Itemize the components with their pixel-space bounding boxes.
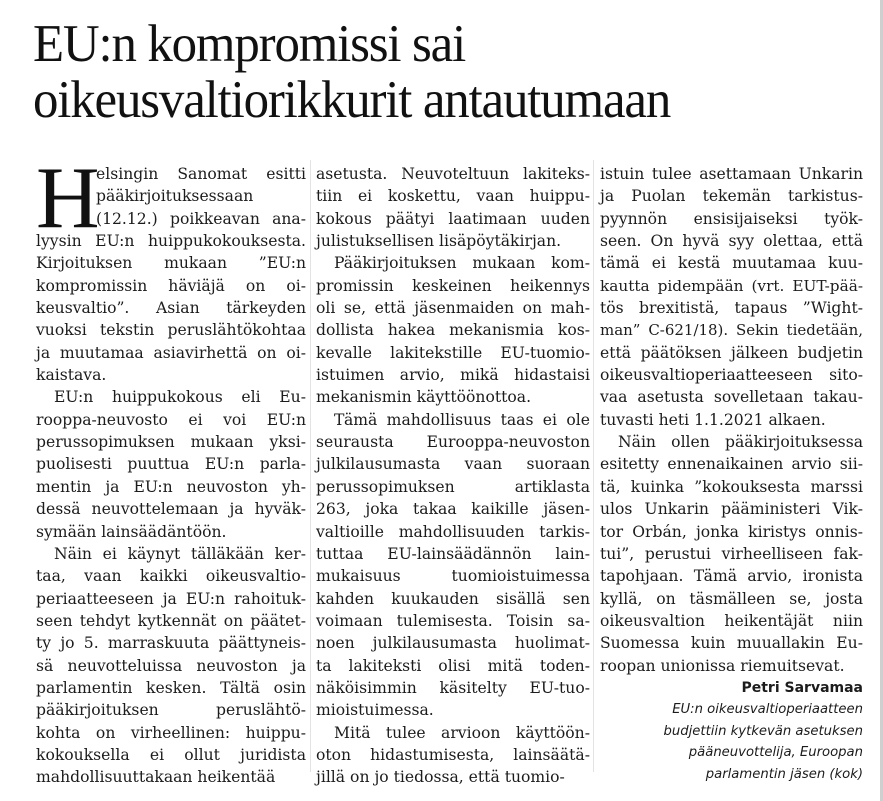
article-line: rooppa-neuvosto ei voi EU:n bbox=[36, 410, 306, 429]
article-line: julkilausumasta vaan suoraan bbox=[316, 455, 590, 474]
article-line: man” C-621/18). Sekin tiedetään, bbox=[600, 321, 863, 340]
article-line: kahden kuukauden sisällä sen bbox=[316, 589, 590, 608]
article-line: tapohjaan. Tämä arvio, ironista bbox=[600, 567, 863, 586]
column-divider bbox=[310, 160, 311, 772]
article-line: esitetty ennenaikainen arvio sii- bbox=[600, 455, 863, 474]
article-line: perussopimuksen artiklasta bbox=[316, 477, 590, 496]
column-divider bbox=[593, 160, 594, 772]
author-name: Petri Sarvamaa bbox=[741, 679, 863, 696]
article-column-1 bbox=[36, 150, 306, 789]
article-line: Suomessa kuin muuallakin Eu- bbox=[600, 634, 863, 653]
article-line: tor Orbán, jonka kiristys onnis- bbox=[600, 522, 863, 541]
article-line: valtioille mahdollisuuden tarkis- bbox=[316, 522, 590, 541]
article-line: dessä neuvottelemaan ja hyväk- bbox=[36, 500, 306, 519]
article-line: roopan unionissa riemuitsevat. bbox=[600, 656, 845, 675]
article-line: voimaan tulemisesta. Toisin sa- bbox=[316, 611, 590, 630]
article-column-2 bbox=[316, 163, 590, 789]
article-line: kohta on virheellinen: huippu- bbox=[36, 723, 306, 742]
headline-line: EU:n kompromissi sai bbox=[33, 15, 466, 73]
article-line: ja Puolan tekemän tarkistus- bbox=[600, 187, 863, 206]
article-line: että päätöksen jälkeen budjetin bbox=[600, 343, 863, 362]
article-line: taa, vaan kaikki oikeusvaltio- bbox=[36, 567, 306, 586]
article-line: tuttaa EU-lainsäädännön lain- bbox=[316, 544, 590, 563]
article-line: tös brexitistä, tapaus ”Wight- bbox=[600, 299, 863, 318]
article-line: noen julkilausumasta huolimat- bbox=[316, 634, 590, 653]
article-line: mentin ja EU:n neuvoston yh- bbox=[36, 477, 306, 496]
article-line: keusvaltio”. Asian tärkeyden bbox=[36, 299, 306, 318]
article-line: tiin ei koskettu, vaan huippu- bbox=[316, 187, 590, 206]
article-line: tä, kuinka ”kokouksesta marssi bbox=[600, 477, 863, 496]
article-line: kokous päätyi laatimaan uuden bbox=[316, 209, 590, 228]
article-line: parlamentin kesken. Tältä osin bbox=[36, 678, 306, 697]
article-line: istuimen arvio, mikä hidastaisi bbox=[316, 366, 590, 385]
article-line: istuin tulee asettamaan Unkarin bbox=[600, 165, 863, 183]
article-line: Tämä mahdollisuus taas ei ole bbox=[334, 410, 590, 429]
article-line: asetusta. Neuvoteltuun lakiteks- bbox=[316, 165, 590, 183]
article-line: mekanismin käyttöönottoa. bbox=[316, 388, 532, 407]
article-line: tui”, perustui virheelliseen fak- bbox=[600, 544, 863, 563]
article-line: kautta pidempään (vrt. EUT-pää- bbox=[600, 276, 863, 295]
article-column-3 bbox=[600, 163, 863, 785]
article-line: kompromissin häviäjä on oi- bbox=[36, 276, 306, 295]
article-line: vuoksi tekstin peruslähtökohtaa bbox=[36, 321, 306, 340]
article-line: oikeusvaltioperiaatteeseen sito- bbox=[600, 366, 863, 385]
article-line: ja muutamaa asiavirhettä on oi- bbox=[36, 343, 306, 362]
article-line: kevalle lakitekstille EU-tuomio- bbox=[316, 343, 590, 362]
article-line: EU:n huippukokous eli Eu- bbox=[54, 388, 306, 407]
article-line: ty jo 5. marraskuuta päättyneis- bbox=[36, 634, 306, 653]
author-role-line: pääneuvottelija, Euroopan bbox=[688, 745, 863, 761]
article-line: tuvasti heti 1.1.2021 alkaen. bbox=[600, 410, 826, 429]
author-role-line: budjettiin kytkevän asetuksen bbox=[663, 723, 863, 739]
article-line: vaa asetusta sovelletaan takau- bbox=[600, 388, 863, 407]
article-line: pyynnön ensisijaiseksi työk- bbox=[600, 209, 863, 228]
drop-cap: H bbox=[36, 150, 100, 247]
article-line: seen tehdyt kytkennät on päätet- bbox=[36, 611, 306, 630]
article-line: seurausta Eurooppa-neuvoston bbox=[316, 433, 590, 452]
article-line: dollista hakea mekanismia kos- bbox=[316, 321, 590, 340]
headline bbox=[33, 16, 839, 128]
article-line: julistuksellisen lisäpöytäkirjan. bbox=[316, 232, 562, 251]
article-line: Pääkirjoituksen mukaan kom- bbox=[334, 254, 590, 273]
author-role-line: EU:n oikeusvaltioperiaatteen bbox=[672, 702, 863, 718]
article-line: sä neuvotteluissa neuvoston ja bbox=[36, 656, 306, 675]
article-line: lyysin EU:n huippukokouksesta. bbox=[36, 232, 306, 251]
article-line: jillä on jo tiedossa, että tuomio- bbox=[316, 768, 565, 787]
article-line: mioistuimessa. bbox=[316, 701, 434, 720]
article-line: tämä ei kestä muutamaa kuu- bbox=[600, 254, 863, 273]
article-line: pääkirjoituksen peruslähtö- bbox=[36, 701, 306, 720]
article-line: oikeusvaltion heikentäjät niin bbox=[600, 611, 863, 630]
headline-line: oikeusvaltiorikkurit antautumaan bbox=[33, 71, 671, 129]
article-line: elsingin Sanomat esitti bbox=[96, 165, 306, 183]
author-role-line: parlamentin jäsen (kok) bbox=[705, 766, 863, 782]
article-line: symään lainsäädäntöön. bbox=[36, 522, 227, 541]
article-line: mahdollisuuttakaan heikentää bbox=[36, 768, 276, 787]
article-line: pääkirjoituksessaan bbox=[96, 187, 254, 206]
article-line: mukaisuus tuomioistuimessa bbox=[316, 567, 590, 586]
article-line: puolisesti puuttua EU:n parla- bbox=[36, 455, 306, 474]
article-line: perussopimuksen mukaan yksi- bbox=[36, 433, 306, 452]
article-line: promissin keskeinen heikennys bbox=[316, 276, 590, 295]
article-line: Näin ollen pääkirjoituksessa bbox=[618, 433, 863, 452]
article-line: 263, joka takaa kaikille jäsen- bbox=[316, 500, 590, 519]
article-line: ulos Unkarin pääministeri Vik- bbox=[600, 500, 863, 519]
article-line: (12.12.) poikkeavan ana- bbox=[96, 209, 306, 228]
article-line: oli se, että jäsenmaiden on mah- bbox=[316, 299, 590, 318]
article-line: kaistava. bbox=[36, 366, 107, 385]
article-line: Näin ei käynyt tälläkään ker- bbox=[54, 544, 306, 563]
article-line: Kirjoituksen mukaan ”EU:n bbox=[36, 254, 306, 273]
article-line: oton hidastumisesta, lainsäätä- bbox=[316, 745, 590, 764]
article-line: kyllä, on täsmälleen se, josta bbox=[600, 589, 863, 608]
article-line: ta lakiteksti olisi mitä toden- bbox=[316, 656, 590, 675]
article-line: periaatteeseen ja EU:n rahoituk- bbox=[36, 589, 306, 608]
article-line: näköisimmin käsitelty EU-tuo- bbox=[316, 678, 590, 697]
article-line: Mitä tulee arvioon käyttöön- bbox=[334, 723, 590, 742]
article-line: kokouksella ei ollut juridista bbox=[36, 745, 306, 764]
article-line: seen. On hyvä syy olettaa, että bbox=[600, 232, 863, 251]
